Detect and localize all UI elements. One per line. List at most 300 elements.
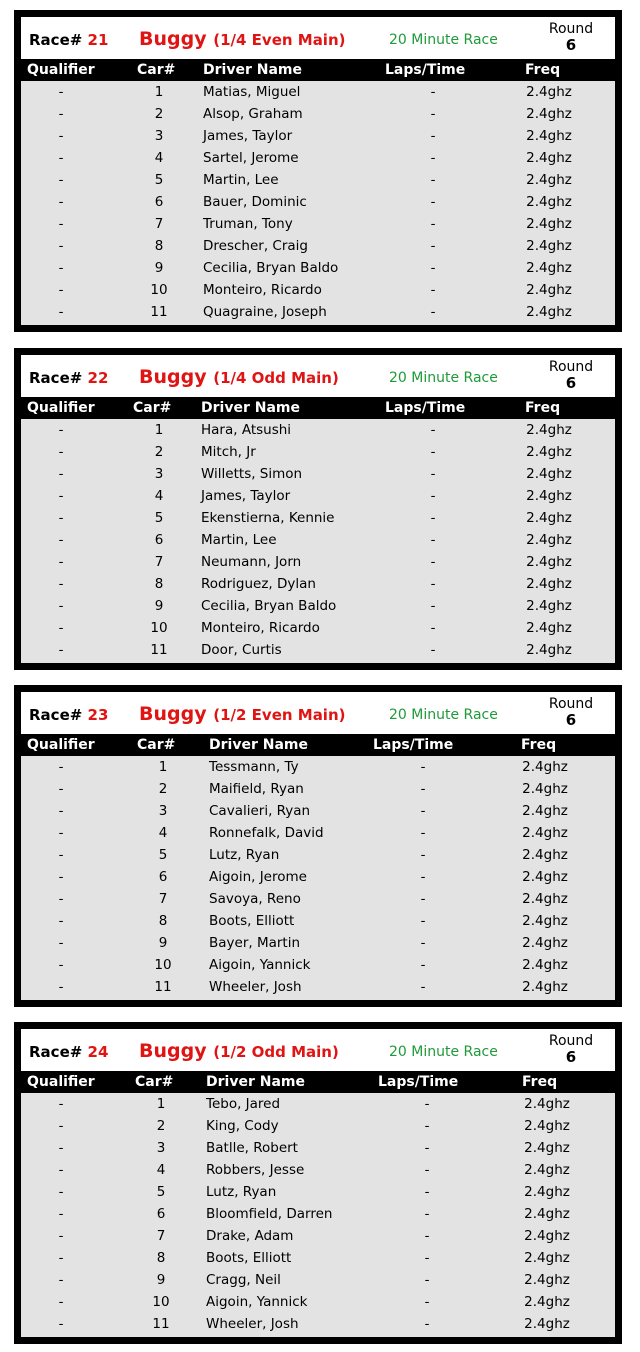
cell-qualifier: - xyxy=(58,759,64,775)
cell-frequency: 2.4ghz xyxy=(526,150,572,166)
cell-car-number: 1 xyxy=(154,422,164,438)
cell-laps-time: - xyxy=(424,1140,430,1156)
cell-qualifier: - xyxy=(58,282,64,298)
cell-car-number: 2 xyxy=(154,106,164,122)
cell-laps-time: - xyxy=(430,620,436,636)
race-class-name: Buggy xyxy=(139,366,207,388)
round-label: Round xyxy=(548,696,594,712)
race-duration: 20 Minute Race xyxy=(389,707,498,723)
cell-driver-name: Lutz, Ryan xyxy=(209,847,280,863)
cell-qualifier: - xyxy=(58,1096,64,1112)
cell-driver-name: Cecilia, Bryan Baldo xyxy=(203,260,339,276)
cell-driver-name: Mitch, Jr xyxy=(201,444,256,460)
cell-laps-time: - xyxy=(430,84,436,100)
cell-driver-name: Martin, Lee xyxy=(201,532,277,548)
cell-qualifier: - xyxy=(58,466,64,482)
cell-car-number: 5 xyxy=(154,510,164,526)
cell-qualifier: - xyxy=(58,1140,64,1156)
cell-driver-name: Tessmann, Ty xyxy=(209,759,299,775)
cell-car-number: 3 xyxy=(158,803,168,819)
cell-car-number: 4 xyxy=(158,825,168,841)
table-row xyxy=(21,419,615,441)
cell-driver-name: Savoya, Reno xyxy=(209,891,301,907)
cell-driver-name: Bauer, Dominic xyxy=(203,194,307,210)
cell-laps-time: - xyxy=(424,1228,430,1244)
cell-driver-name: Bloomfield, Darren xyxy=(206,1206,333,1222)
race-label-text: Race# xyxy=(29,1043,83,1061)
cell-qualifier: - xyxy=(58,1206,64,1222)
entries-table xyxy=(21,419,615,663)
cell-qualifier: - xyxy=(58,957,64,973)
race-title-bar xyxy=(21,17,615,59)
cell-laps-time: - xyxy=(424,1316,430,1332)
cell-laps-time: - xyxy=(430,194,436,210)
cell-laps-time: - xyxy=(430,532,436,548)
cell-laps-time: - xyxy=(430,172,436,188)
cell-qualifier: - xyxy=(58,1184,64,1200)
header-freq: Freq xyxy=(522,1074,558,1090)
cell-qualifier: - xyxy=(58,194,64,210)
table-row xyxy=(21,81,615,103)
table-row xyxy=(21,932,615,954)
race-label xyxy=(29,31,108,49)
cell-laps-time: - xyxy=(420,979,426,995)
cell-frequency: 2.4ghz xyxy=(526,488,572,504)
cell-driver-name: James, Taylor xyxy=(201,488,291,504)
cell-frequency: 2.4ghz xyxy=(524,1118,570,1134)
cell-laps-time: - xyxy=(424,1250,430,1266)
table-row xyxy=(21,954,615,976)
race-label xyxy=(29,706,108,724)
cell-frequency: 2.4ghz xyxy=(526,510,572,526)
column-header-row xyxy=(21,1072,615,1093)
cell-car-number: 10 xyxy=(152,1294,170,1310)
cell-driver-name: Willetts, Simon xyxy=(201,466,303,482)
cell-driver-name: Aigoin, Yannick xyxy=(209,957,311,973)
cell-qualifier: - xyxy=(58,84,64,100)
table-row xyxy=(21,1225,615,1247)
cell-car-number: 6 xyxy=(154,194,164,210)
cell-qualifier: - xyxy=(58,238,64,254)
cell-driver-name: Cragg, Neil xyxy=(206,1272,281,1288)
cell-frequency: 2.4ghz xyxy=(526,216,572,232)
cell-qualifier: - xyxy=(58,781,64,797)
cell-laps-time: - xyxy=(420,759,426,775)
cell-qualifier: - xyxy=(58,576,64,592)
cell-driver-name: Truman, Tony xyxy=(203,216,293,232)
table-row xyxy=(21,910,615,932)
table-row xyxy=(21,441,615,463)
cell-car-number: 8 xyxy=(158,913,168,929)
cell-car-number: 9 xyxy=(156,1272,166,1288)
race-label-text: Race# xyxy=(29,369,83,387)
header-qualifier: Qualifier xyxy=(27,1074,95,1090)
cell-frequency: 2.4ghz xyxy=(526,598,572,614)
race-class-sub: (1/4 Even Main) xyxy=(213,31,346,49)
header-car: Car# xyxy=(135,1074,174,1090)
cell-driver-name: Ronnefalk, David xyxy=(209,825,324,841)
cell-car-number: 4 xyxy=(154,150,164,166)
table-row xyxy=(21,595,615,617)
race-card xyxy=(14,685,622,1007)
cell-laps-time: - xyxy=(430,216,436,232)
cell-qualifier: - xyxy=(58,935,64,951)
round-number: 6 xyxy=(565,711,577,729)
cell-car-number: 6 xyxy=(158,869,168,885)
race-label xyxy=(29,1043,108,1061)
cell-driver-name: Boots, Elliott xyxy=(209,913,295,929)
table-row xyxy=(21,1093,615,1115)
cell-frequency: 2.4ghz xyxy=(524,1162,570,1178)
round-label: Round xyxy=(548,359,594,375)
cell-car-number: 11 xyxy=(154,979,172,995)
cell-frequency: 2.4ghz xyxy=(526,194,572,210)
cell-laps-time: - xyxy=(430,128,436,144)
race-duration: 20 Minute Race xyxy=(389,1044,498,1060)
cell-car-number: 8 xyxy=(154,238,164,254)
header-laps-time: Laps/Time xyxy=(385,400,466,416)
table-row xyxy=(21,1313,615,1335)
table-row xyxy=(21,169,615,191)
header-qualifier: Qualifier xyxy=(27,62,95,78)
cell-laps-time: - xyxy=(430,642,436,658)
cell-qualifier: - xyxy=(58,422,64,438)
cell-frequency: 2.4ghz xyxy=(526,106,572,122)
cell-driver-name: Lutz, Ryan xyxy=(206,1184,277,1200)
race-label xyxy=(29,369,108,387)
cell-car-number: 7 xyxy=(158,891,168,907)
cell-frequency: 2.4ghz xyxy=(526,576,572,592)
cell-frequency: 2.4ghz xyxy=(522,803,568,819)
table-row xyxy=(21,1137,615,1159)
cell-car-number: 7 xyxy=(154,554,164,570)
round-number: 6 xyxy=(565,36,577,54)
cell-frequency: 2.4ghz xyxy=(522,759,568,775)
cell-driver-name: Cecilia, Bryan Baldo xyxy=(201,598,337,614)
column-header-row xyxy=(21,60,615,81)
race-card xyxy=(14,10,622,332)
cell-frequency: 2.4ghz xyxy=(524,1250,570,1266)
race-duration: 20 Minute Race xyxy=(389,370,498,386)
cell-car-number: 7 xyxy=(154,216,164,232)
cell-driver-name: Robbers, Jesse xyxy=(206,1162,305,1178)
race-class-name: Buggy xyxy=(139,28,207,50)
cell-frequency: 2.4ghz xyxy=(526,620,572,636)
table-row xyxy=(21,1247,615,1269)
table-row xyxy=(21,213,615,235)
column-header-row xyxy=(21,735,615,756)
table-row xyxy=(21,756,615,778)
cell-laps-time: - xyxy=(424,1184,430,1200)
cell-driver-name: Tebo, Jared xyxy=(206,1096,281,1112)
cell-qualifier: - xyxy=(58,1228,64,1244)
cell-car-number: 1 xyxy=(154,84,164,100)
race-number: 24 xyxy=(87,1043,109,1061)
table-row xyxy=(21,1269,615,1291)
cell-laps-time: - xyxy=(430,304,436,320)
cell-frequency: 2.4ghz xyxy=(522,825,568,841)
cell-frequency: 2.4ghz xyxy=(526,282,572,298)
cell-qualifier: - xyxy=(58,260,64,276)
race-title-bar xyxy=(21,355,615,397)
cell-qualifier: - xyxy=(58,510,64,526)
cell-driver-name: King, Cody xyxy=(206,1118,279,1134)
cell-laps-time: - xyxy=(430,106,436,122)
cell-laps-time: - xyxy=(420,847,426,863)
cell-frequency: 2.4ghz xyxy=(522,979,568,995)
cell-frequency: 2.4ghz xyxy=(522,869,568,885)
cell-frequency: 2.4ghz xyxy=(524,1316,570,1332)
table-row xyxy=(21,822,615,844)
cell-frequency: 2.4ghz xyxy=(524,1096,570,1112)
cell-driver-name: Martin, Lee xyxy=(203,172,279,188)
table-row xyxy=(21,976,615,998)
cell-frequency: 2.4ghz xyxy=(526,466,572,482)
cell-driver-name: Maifield, Ryan xyxy=(209,781,304,797)
cell-driver-name: Neumann, Jorn xyxy=(201,554,302,570)
cell-qualifier: - xyxy=(58,825,64,841)
race-title-bar xyxy=(21,1029,615,1071)
cell-laps-time: - xyxy=(424,1272,430,1288)
cell-qualifier: - xyxy=(58,532,64,548)
table-row xyxy=(21,191,615,213)
race-class xyxy=(139,703,346,725)
cell-frequency: 2.4ghz xyxy=(522,935,568,951)
cell-car-number: 2 xyxy=(154,444,164,460)
cell-qualifier: - xyxy=(58,1272,64,1288)
cell-qualifier: - xyxy=(58,128,64,144)
cell-laps-time: - xyxy=(430,576,436,592)
cell-laps-time: - xyxy=(430,282,436,298)
cell-frequency: 2.4ghz xyxy=(526,172,572,188)
table-row xyxy=(21,1203,615,1225)
table-row xyxy=(21,463,615,485)
cell-laps-time: - xyxy=(430,488,436,504)
cell-driver-name: Wheeler, Josh xyxy=(209,979,302,995)
cell-frequency: 2.4ghz xyxy=(524,1206,570,1222)
race-class xyxy=(139,28,346,50)
cell-frequency: 2.4ghz xyxy=(526,642,572,658)
cell-qualifier: - xyxy=(58,847,64,863)
cell-car-number: 11 xyxy=(150,642,168,658)
table-row xyxy=(21,866,615,888)
race-class-sub: (1/4 Odd Main) xyxy=(213,369,339,387)
header-freq: Freq xyxy=(525,62,561,78)
cell-qualifier: - xyxy=(58,1316,64,1332)
cell-laps-time: - xyxy=(430,598,436,614)
cell-driver-name: Hara, Atsushi xyxy=(201,422,292,438)
cell-qualifier: - xyxy=(58,172,64,188)
race-number: 21 xyxy=(87,31,109,49)
cell-qualifier: - xyxy=(58,1162,64,1178)
header-freq: Freq xyxy=(521,737,557,753)
race-class xyxy=(139,366,339,388)
header-driver: Driver Name xyxy=(203,62,302,78)
cell-car-number: 11 xyxy=(150,304,168,320)
cell-driver-name: Boots, Elliott xyxy=(206,1250,292,1266)
table-row xyxy=(21,617,615,639)
cell-qualifier: - xyxy=(58,304,64,320)
cell-qualifier: - xyxy=(58,979,64,995)
cell-car-number: 4 xyxy=(156,1162,166,1178)
cell-laps-time: - xyxy=(424,1162,430,1178)
cell-car-number: 8 xyxy=(156,1250,166,1266)
cell-driver-name: Ekenstierna, Kennie xyxy=(201,510,335,526)
cell-car-number: 10 xyxy=(154,957,172,973)
cell-laps-time: - xyxy=(430,150,436,166)
cell-laps-time: - xyxy=(424,1294,430,1310)
cell-frequency: 2.4ghz xyxy=(522,957,568,973)
cell-car-number: 9 xyxy=(158,935,168,951)
cell-frequency: 2.4ghz xyxy=(524,1228,570,1244)
round-box xyxy=(531,21,611,53)
cell-car-number: 3 xyxy=(154,466,164,482)
race-class-name: Buggy xyxy=(139,1040,207,1062)
cell-driver-name: Alsop, Graham xyxy=(203,106,303,122)
cell-laps-time: - xyxy=(420,803,426,819)
header-driver: Driver Name xyxy=(206,1074,305,1090)
cell-driver-name: Bayer, Martin xyxy=(209,935,301,951)
cell-car-number: 8 xyxy=(154,576,164,592)
cell-laps-time: - xyxy=(420,935,426,951)
table-row xyxy=(21,778,615,800)
cell-frequency: 2.4ghz xyxy=(526,84,572,100)
cell-laps-time: - xyxy=(420,825,426,841)
column-header-row xyxy=(21,398,615,419)
cell-frequency: 2.4ghz xyxy=(522,847,568,863)
cell-qualifier: - xyxy=(58,803,64,819)
cell-qualifier: - xyxy=(58,216,64,232)
cell-laps-time: - xyxy=(430,444,436,460)
table-row xyxy=(21,1291,615,1313)
cell-frequency: 2.4ghz xyxy=(522,891,568,907)
cell-car-number: 10 xyxy=(150,282,168,298)
cell-car-number: 5 xyxy=(154,172,164,188)
cell-laps-time: - xyxy=(430,554,436,570)
cell-laps-time: - xyxy=(424,1096,430,1112)
cell-qualifier: - xyxy=(58,913,64,929)
cell-driver-name: Drake, Adam xyxy=(206,1228,294,1244)
race-class-sub: (1/2 Odd Main) xyxy=(213,1043,339,1061)
cell-frequency: 2.4ghz xyxy=(526,238,572,254)
cell-qualifier: - xyxy=(58,891,64,907)
table-row xyxy=(21,301,615,323)
table-row xyxy=(21,529,615,551)
cell-frequency: 2.4ghz xyxy=(524,1272,570,1288)
cell-driver-name: Aigoin, Yannick xyxy=(206,1294,308,1310)
cell-car-number: 4 xyxy=(154,488,164,504)
cell-driver-name: Cavalieri, Ryan xyxy=(209,803,311,819)
cell-car-number: 6 xyxy=(154,532,164,548)
cell-frequency: 2.4ghz xyxy=(526,128,572,144)
cell-car-number: 11 xyxy=(152,1316,170,1332)
cell-driver-name: Monteiro, Ricardo xyxy=(201,620,320,636)
cell-frequency: 2.4ghz xyxy=(522,913,568,929)
cell-qualifier: - xyxy=(58,642,64,658)
cell-qualifier: - xyxy=(58,554,64,570)
table-row xyxy=(21,888,615,910)
table-row xyxy=(21,800,615,822)
cell-qualifier: - xyxy=(58,1118,64,1134)
cell-laps-time: - xyxy=(430,422,436,438)
round-box xyxy=(531,696,611,728)
cell-laps-time: - xyxy=(420,957,426,973)
cell-qualifier: - xyxy=(58,598,64,614)
cell-laps-time: - xyxy=(430,510,436,526)
round-label: Round xyxy=(548,21,594,37)
table-row xyxy=(21,125,615,147)
cell-qualifier: - xyxy=(58,1250,64,1266)
cell-driver-name: Drescher, Craig xyxy=(203,238,308,254)
cell-driver-name: Aigoin, Jerome xyxy=(209,869,307,885)
cell-driver-name: Rodriguez, Dylan xyxy=(201,576,316,592)
cell-driver-name: Batlle, Robert xyxy=(206,1140,298,1156)
race-label-text: Race# xyxy=(29,31,83,49)
cell-driver-name: Quagraine, Joseph xyxy=(203,304,327,320)
cell-driver-name: Monteiro, Ricardo xyxy=(203,282,322,298)
race-card xyxy=(14,1022,622,1344)
table-row xyxy=(21,639,615,661)
cell-frequency: 2.4ghz xyxy=(526,304,572,320)
cell-qualifier: - xyxy=(58,1294,64,1310)
header-car: Car# xyxy=(137,737,176,753)
cell-driver-name: Matias, Miguel xyxy=(203,84,301,100)
cell-frequency: 2.4ghz xyxy=(524,1294,570,1310)
race-number: 22 xyxy=(87,369,109,387)
entries-table xyxy=(21,756,615,1000)
cell-frequency: 2.4ghz xyxy=(526,444,572,460)
table-row xyxy=(21,279,615,301)
header-car: Car# xyxy=(137,62,176,78)
cell-car-number: 10 xyxy=(150,620,168,636)
cell-qualifier: - xyxy=(58,869,64,885)
header-car: Car# xyxy=(133,400,172,416)
round-box xyxy=(531,1033,611,1065)
entries-table xyxy=(21,1093,615,1337)
table-row xyxy=(21,551,615,573)
table-row xyxy=(21,1181,615,1203)
table-row xyxy=(21,257,615,279)
header-freq: Freq xyxy=(525,400,561,416)
cell-frequency: 2.4ghz xyxy=(524,1140,570,1156)
header-laps-time: Laps/Time xyxy=(378,1074,459,1090)
header-laps-time: Laps/Time xyxy=(385,62,466,78)
cell-laps-time: - xyxy=(430,260,436,276)
round-number: 6 xyxy=(565,374,577,392)
table-row xyxy=(21,485,615,507)
round-number: 6 xyxy=(565,1048,577,1066)
cell-car-number: 5 xyxy=(156,1184,166,1200)
round-label: Round xyxy=(548,1033,594,1049)
cell-car-number: 2 xyxy=(158,781,168,797)
cell-frequency: 2.4ghz xyxy=(526,532,572,548)
cell-car-number: 9 xyxy=(154,260,164,276)
cell-frequency: 2.4ghz xyxy=(526,422,572,438)
header-driver: Driver Name xyxy=(209,737,308,753)
cell-qualifier: - xyxy=(58,106,64,122)
race-class-sub: (1/2 Even Main) xyxy=(213,706,346,724)
cell-qualifier: - xyxy=(58,444,64,460)
header-qualifier: Qualifier xyxy=(27,400,95,416)
race-duration: 20 Minute Race xyxy=(389,32,498,48)
cell-laps-time: - xyxy=(420,891,426,907)
cell-qualifier: - xyxy=(58,488,64,504)
entries-table xyxy=(21,81,615,325)
cell-car-number: 3 xyxy=(156,1140,166,1156)
cell-driver-name: Sartel, Jerome xyxy=(203,150,299,166)
cell-car-number: 6 xyxy=(156,1206,166,1222)
table-row xyxy=(21,507,615,529)
